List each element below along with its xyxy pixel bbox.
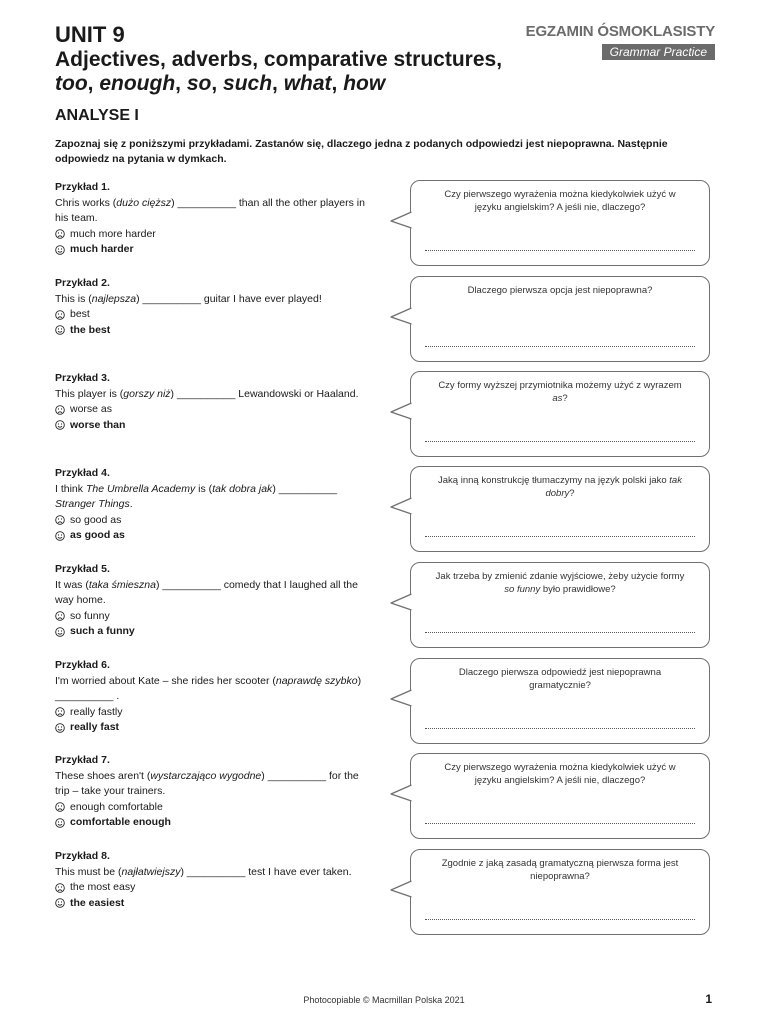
example-text: [55, 562, 365, 640]
answer-line[interactable]: [425, 823, 695, 824]
smiley-face-icon: [55, 723, 65, 733]
text-segment: Czy pierwszego wyrażenia można kiedykolwiek użyć w języku angielskim? A jeśli nie, dlaczego?: [444, 762, 676, 786]
text-segment: These shoes aren't (: [55, 769, 151, 782]
text-segment: gorszy niż: [123, 387, 171, 400]
example-row: [55, 753, 715, 843]
title-segment: such: [223, 72, 273, 95]
correct-answer: [55, 418, 365, 434]
speech-bubble: [410, 562, 710, 648]
example-sentence: [55, 578, 365, 609]
smiley-face-icon: [55, 531, 65, 541]
text-segment: Jaką inną konstrukcję tłumaczymy na język polski jako: [438, 475, 670, 486]
brand-name: EGZAMIN ÓSMOKLASISTY: [525, 23, 715, 40]
text-segment: This must be (: [55, 865, 122, 878]
example-text: [55, 276, 365, 338]
example-row: [55, 562, 715, 652]
example-title: Przykład 7.: [55, 754, 110, 766]
text-segment: is (: [195, 482, 213, 495]
text-segment: ) __________ .: [55, 674, 362, 702]
title-segment: what: [283, 72, 332, 95]
answer-text: enough comfortable: [70, 800, 163, 813]
text-segment: ) __________ comedy that I laughed all the way home.: [55, 578, 358, 606]
text-segment: Jak trzeba by zmienić zdanie wyjściowe, żeby użycie formy: [435, 571, 685, 582]
text-segment: najlepsza: [91, 292, 137, 305]
answer-text: much harder: [70, 243, 134, 255]
example-sentence: [55, 196, 365, 227]
example-title: Przykład 2.: [55, 277, 110, 289]
answer-text: much more harder: [70, 227, 156, 240]
correct-answer: [55, 815, 365, 831]
answer-text: worse than: [70, 418, 126, 431]
unit-label: UNIT 9: [55, 22, 125, 47]
example-title: Przykład 6.: [55, 659, 110, 671]
answer-text: the best: [70, 323, 111, 336]
example-text: [55, 753, 365, 831]
bubble-question: [431, 762, 689, 787]
bubble-tail-icon: [390, 399, 414, 423]
correct-answer: [55, 242, 365, 258]
example-sentence: [55, 769, 365, 800]
text-segment: ) __________ than all the other players in his team.: [55, 196, 365, 224]
text-segment: taka śmieszna: [88, 578, 156, 591]
answer-text: so good as: [70, 513, 122, 526]
correct-answer: [55, 528, 365, 544]
text-segment: This is (: [55, 292, 92, 305]
example-row: [55, 276, 715, 366]
answer-line[interactable]: [425, 441, 695, 442]
bubble-tail-icon: [390, 590, 414, 614]
text-segment: Czy formy wyższej przymiotnika możemy użyć z wyrazem: [438, 380, 682, 391]
correct-answer: [55, 896, 365, 912]
title-segment: ,: [272, 72, 284, 95]
page-number: 1: [705, 992, 712, 1006]
smiley-face-icon: [55, 325, 65, 335]
speech-bubble: [410, 753, 710, 839]
example-title: Przykład 3.: [55, 372, 110, 384]
bubble-question: [431, 667, 689, 692]
footer-copyright: Photocopiable © Macmillan Polska 2021: [303, 995, 465, 1005]
example-title: Przykład 1.: [55, 181, 110, 193]
smiley-face-icon: [55, 245, 65, 255]
title-segment: ,: [175, 72, 187, 95]
section-title: ANALYSE I: [55, 107, 139, 124]
answer-text: really fastly: [70, 705, 123, 718]
text-segment: tak dobry: [545, 475, 682, 499]
title-segment: ,: [87, 72, 100, 95]
bubble-question: [431, 475, 689, 500]
correct-answer: [55, 624, 365, 640]
sad-face-icon: [55, 229, 65, 239]
text-segment: tak dobra jak: [212, 482, 273, 495]
example-row: [55, 466, 715, 556]
wrong-answer: [55, 880, 365, 896]
text-segment: This player is (: [55, 387, 124, 400]
bubble-tail-icon: [390, 686, 414, 710]
text-segment: I think: [55, 482, 86, 495]
sad-face-icon: [55, 883, 65, 893]
brand-subtitle: Grammar Practice: [602, 44, 715, 60]
answer-text: as good as: [70, 529, 125, 541]
text-segment: Chris works (: [55, 196, 117, 209]
answer-text: the most easy: [70, 881, 136, 893]
wrong-answer: [55, 705, 365, 721]
text-segment: The Umbrella Academy: [85, 482, 196, 495]
bubble-tail-icon: [390, 781, 414, 805]
bubble-tail-icon: [390, 208, 414, 232]
example-row: [55, 658, 715, 748]
sad-face-icon: [55, 515, 65, 525]
sad-face-icon: [55, 310, 65, 320]
wrong-answer: [55, 227, 365, 243]
example-text: [55, 849, 365, 911]
text-segment: ) __________ test I have ever taken.: [180, 865, 352, 878]
title-segment: enough: [99, 72, 176, 95]
page-header: [55, 22, 715, 96]
text-segment: ) __________ guitar I have ever played!: [136, 292, 322, 305]
example-sentence: [55, 482, 365, 513]
text-segment: It was (: [55, 578, 89, 591]
correct-answer: [55, 720, 365, 736]
text-segment: najłatwiejszy: [121, 865, 181, 878]
text-segment: so funny: [504, 583, 541, 595]
text-segment: ?: [569, 487, 575, 499]
sad-face-icon: [55, 611, 65, 621]
example-text: [55, 658, 365, 736]
answer-line[interactable]: [425, 346, 695, 347]
example-row: [55, 180, 715, 270]
speech-bubble: [410, 276, 710, 362]
answer-text: really fast: [70, 721, 120, 733]
bubble-question: [431, 380, 689, 405]
example-title: Przykład 5.: [55, 563, 110, 575]
text-segment: Czy pierwszego wyrażenia można kiedykolwiek użyć w języku angielskim? A jeśli nie, dlaczego?: [444, 189, 676, 213]
example-text: [55, 180, 365, 258]
speech-bubble: [410, 371, 710, 457]
answer-text: comfortable enough: [70, 816, 171, 828]
instructions: Zapoznaj się z poniższymi przykładami. Zastanów się, dlaczego jedna z podanych odpowiedzi jest niepoprawna. Następnie odpowiedz na pytania w dymkach.: [55, 138, 668, 165]
wrong-answer: [55, 800, 365, 816]
wrong-answer: [55, 307, 365, 323]
wrong-answer: [55, 609, 365, 625]
bubble-tail-icon: [390, 877, 414, 901]
bubble-question: [431, 571, 689, 596]
speech-bubble: [410, 849, 710, 935]
example-title: Przykład 8.: [55, 850, 110, 862]
answer-text: worse as: [70, 403, 113, 415]
title-segment: how: [343, 72, 386, 95]
text-segment: Dlaczego pierwsza odpowiedź jest niepoprawna gramatycznie?: [458, 667, 662, 691]
text-segment: było prawidłowe?: [540, 583, 616, 595]
answer-text: so funny: [70, 609, 110, 622]
speech-bubble: [410, 466, 710, 552]
text-segment: I'm worried about Kate – she rides her scooter (: [55, 674, 276, 687]
text-segment: Dlaczego pierwsza opcja jest niepoprawna?: [467, 285, 653, 296]
title-segment: so: [186, 72, 212, 95]
example-row: [55, 849, 715, 939]
text-segment: as: [552, 392, 563, 404]
smiley-face-icon: [55, 818, 65, 828]
title-segment: ,: [331, 72, 344, 95]
sad-face-icon: [55, 802, 65, 812]
sad-face-icon: [55, 405, 65, 415]
correct-answer: [55, 323, 365, 339]
text-segment: Zgodnie z jaką zasadą gramatyczną pierwsza forma jest niepoprawna?: [441, 858, 679, 882]
title-segment: ,: [211, 72, 224, 95]
wrong-answer: [55, 402, 365, 418]
text-segment: .: [129, 498, 133, 510]
page-title-line1: Adjectives, adverbs, comparative structures,: [55, 48, 503, 71]
text-segment: ) __________ for the trip – take your trainers.: [55, 769, 359, 797]
smiley-face-icon: [55, 898, 65, 908]
answer-line[interactable]: [425, 728, 695, 729]
bubble-question: [431, 285, 689, 298]
smiley-face-icon: [55, 420, 65, 430]
text-segment: Stranger Things: [55, 498, 130, 510]
example-sentence: [55, 387, 365, 403]
answer-line[interactable]: [425, 536, 695, 537]
example-title: Przykład 4.: [55, 467, 110, 479]
example-sentence: [55, 292, 365, 308]
example-text: [55, 371, 365, 433]
smiley-face-icon: [55, 627, 65, 637]
text-segment: ?: [562, 392, 568, 404]
answer-text: such a funny: [70, 625, 135, 637]
page-title-line2: [55, 72, 715, 96]
text-segment: dużo cięższ: [116, 196, 172, 209]
bubble-question: [431, 189, 689, 214]
sad-face-icon: [55, 707, 65, 717]
example-sentence: [55, 674, 365, 705]
bubble-question: [431, 858, 689, 883]
example-row: [55, 371, 715, 461]
bubble-tail-icon: [390, 304, 414, 328]
title-segment: too: [55, 72, 88, 95]
text-segment: wystarczająco wygodne: [150, 769, 262, 782]
text-segment: ) __________ Lewandowski or Haaland.: [170, 387, 359, 400]
answer-line[interactable]: [425, 919, 695, 920]
text-segment: ) __________: [272, 482, 338, 495]
example-sentence: [55, 865, 365, 881]
example-text: [55, 466, 365, 544]
answer-line[interactable]: [425, 632, 695, 633]
answer-line[interactable]: [425, 250, 695, 251]
bubble-tail-icon: [390, 494, 414, 518]
answer-text: best: [70, 308, 90, 320]
brand-block: [526, 22, 715, 61]
speech-bubble: [410, 658, 710, 744]
wrong-answer: [55, 513, 365, 529]
text-segment: naprawdę szybko: [275, 674, 358, 687]
answer-text: the easiest: [70, 896, 125, 909]
speech-bubble: [410, 180, 710, 266]
